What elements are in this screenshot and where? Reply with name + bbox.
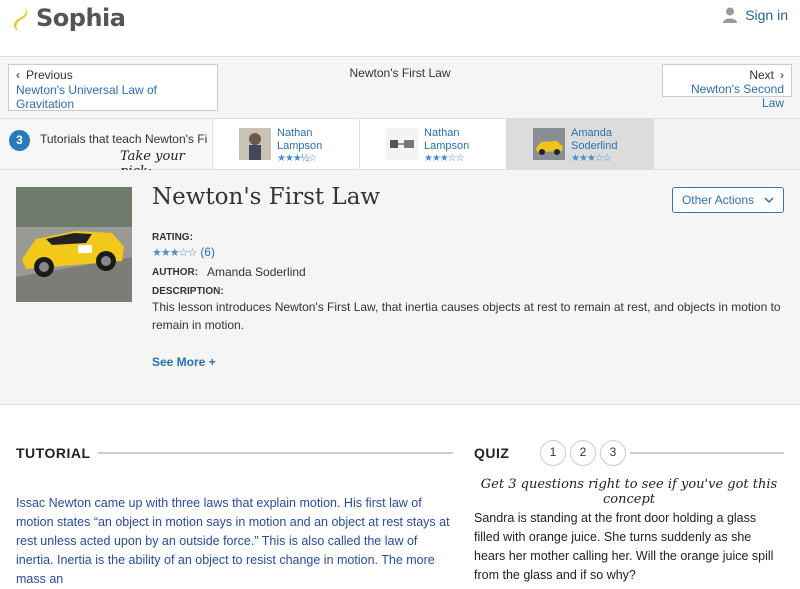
lesson-summary [0, 170, 800, 405]
tutorial-card[interactable] [212, 119, 360, 169]
previous-lesson-link[interactable] [8, 64, 218, 111]
current-lesson-title: Newton's First Law [349, 66, 451, 80]
author-label: AUTHOR: [152, 267, 199, 278]
tutorial-rating-stars: ★★★½☆ [277, 153, 317, 164]
chevron-right-icon: › [780, 68, 784, 82]
quiz-divider [630, 452, 784, 454]
tutorial-card[interactable] [359, 119, 507, 169]
user-icon [723, 7, 737, 23]
quiz-question-nav [540, 440, 630, 466]
next-title: Newton's Second Law [690, 82, 784, 110]
other-actions-label: Other Actions [681, 193, 755, 207]
sophia-logo-icon [10, 4, 30, 32]
next-label: Next [749, 68, 774, 82]
quiz-heading: QUIZ [474, 445, 510, 461]
other-actions-button[interactable] [672, 187, 784, 213]
author-name: Amanda Soderlind [207, 265, 306, 279]
tutorial-thumbnail [239, 128, 271, 160]
see-more-link[interactable]: See More + [152, 355, 216, 369]
next-lesson-link[interactable] [662, 64, 792, 110]
tutorial-divider [98, 452, 453, 454]
chevron-down-icon [764, 197, 774, 203]
previous-title: Newton's Universal Law of Gravitation [16, 83, 158, 111]
rating-count-link[interactable]: (6) [200, 245, 215, 259]
description-label: DESCRIPTION: [152, 286, 224, 297]
tutorial-card-selected[interactable] [506, 119, 654, 169]
tutorial-picker-heading: Tutorials that teach Newton's Fi [40, 132, 208, 146]
tutorial-count-badge: 3 [9, 130, 30, 151]
tutorial-rating-stars: ★★★☆☆ [424, 153, 464, 164]
tutorial-author-last: Soderlind [571, 140, 618, 152]
lesson-rating [152, 245, 215, 259]
sign-in-link[interactable] [723, 7, 788, 23]
tutorial-author-first: Nathan [424, 127, 460, 139]
brand-name: Sophia [36, 4, 126, 32]
sign-in-label: Sign in [745, 7, 788, 23]
tutorial-body: Issac Newton came up with three laws that explain motion. His first law of motion states “an object in motion says in motion and an object at rest stays at rest unless acted upon by an outside force.” This is also called the law of inertia. Inertia is the ability of an object to resist change in motion. The more mass an [16, 496, 450, 586]
sophia-logo[interactable] [10, 4, 125, 32]
quiz-question-1-button[interactable]: 1 [540, 440, 566, 466]
tutorial-heading: TUTORIAL [16, 445, 91, 461]
lesson-description: This lesson introduces Newton's First Law, that inertia causes objects at rest to remain at rest, and objects in motion to remain in motion. [152, 300, 781, 332]
lesson-navigation [0, 58, 800, 118]
top-bar [0, 0, 800, 57]
rating-stars: ★★★☆☆ [152, 246, 197, 259]
chevron-left-icon: ‹ [16, 68, 20, 82]
tutorial-author-first: Amanda [571, 127, 612, 139]
tutorial-picker [0, 118, 800, 170]
tutorial-author-last: Lampson [277, 140, 323, 152]
quiz-subtitle: Get 3 questions right to see if you've got this concept [480, 477, 778, 507]
lesson-title: Newton's First Law [152, 184, 381, 210]
rating-label: RATING: [152, 232, 193, 243]
quiz-question-3-button[interactable]: 3 [600, 440, 626, 466]
tutorial-rating-stars: ★★★☆☆ [571, 153, 611, 164]
take-your-pick-label: Take your [120, 149, 185, 164]
tutorial-thumbnail [386, 128, 418, 160]
tutorial-thumbnail [533, 128, 565, 160]
previous-label: Previous [26, 68, 73, 82]
tutorial-picker-header [0, 119, 212, 169]
quiz-question-text: Sandra is standing at the front door holding a glass filled with orange juice. She turns suddenly as she hears her mother calling her. Will the orange juice spill from the glass and if so why? [474, 511, 774, 582]
quiz-question-2-button[interactable]: 2 [570, 440, 596, 466]
tutorial-author-first: Nathan [277, 127, 313, 139]
lesson-image [16, 187, 132, 302]
tutorial-author-last: Lampson [424, 140, 470, 152]
